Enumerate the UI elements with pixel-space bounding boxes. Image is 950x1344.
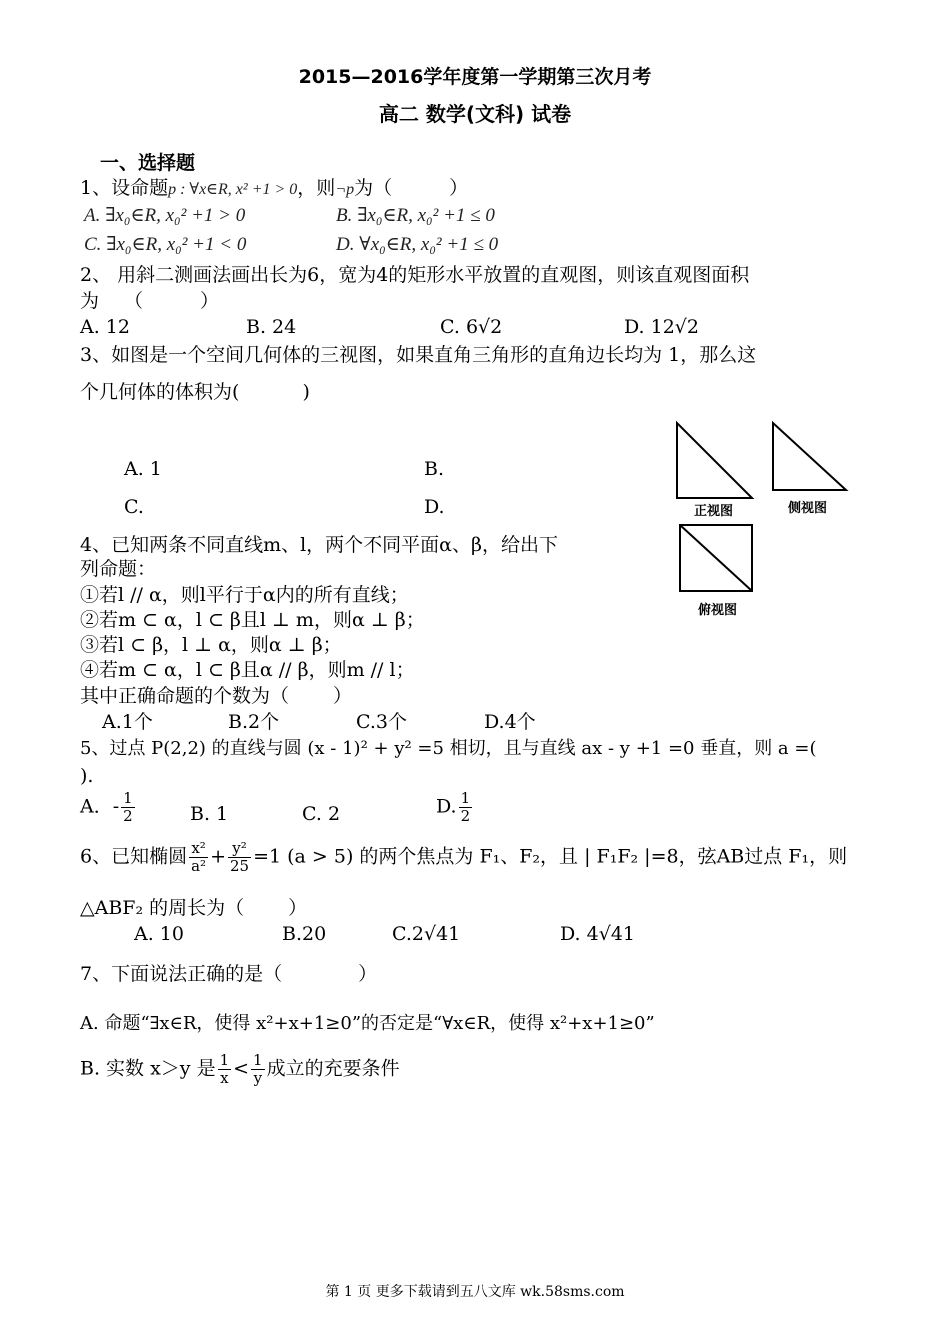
side-view-triangle <box>773 423 846 490</box>
question-5-option-c: C. 2 <box>302 803 341 825</box>
question-5-option-d-fraction <box>459 790 473 825</box>
question-4-option-a: A.1个 <box>102 711 153 733</box>
side-view-caption: 侧视图 <box>788 501 828 516</box>
fraction-numerator: 1 <box>460 789 471 807</box>
question-7-line1: 7、下面说法正确的是（ ） <box>80 963 378 985</box>
fraction-denominator: x <box>220 1069 229 1087</box>
question-7-fraction-y <box>251 1052 265 1087</box>
question-7-option-b-prefix: B. 实数 x＞y 是 <box>80 1057 216 1080</box>
fraction-denominator: y <box>253 1069 263 1087</box>
question-6-prefix: 6、已知椭圆 <box>80 845 188 868</box>
question-2-option-b: B. 24 <box>246 316 297 338</box>
question-7-option-a: A. 命题“∃x∈R，使得 x²+x+1≥0”的否定是“∀x∈R，使得 x²+x+1≥0” <box>80 1013 655 1034</box>
question-5-option-d-label: D. <box>436 795 457 818</box>
question-5-line1: 5、过点 P(2,2) 的直线与圆 (x - 1)² + y² =5 相切，且与直线 ax - y +1 =0 垂直，则 a =( <box>80 738 817 759</box>
question-4-statement-3: ③若l ⊂ β，l ⊥ α，则α ⊥ β； <box>80 634 342 656</box>
question-2-line1: 2、 用斜二测画法画出长为6，宽为4的矩形水平放置的直观图，则该直观图面积 <box>80 264 750 286</box>
question-6-option-d: D. 4√41 <box>560 923 636 945</box>
question-4-statement-1: ①若l // α，则l平行于α内的所有直线； <box>80 584 409 606</box>
question-6-fraction-x <box>189 840 208 875</box>
fraction-denominator: a² <box>191 857 207 875</box>
question-5-line2: ). <box>80 765 94 787</box>
question-6-option-c: C.2√41 <box>392 923 461 945</box>
question-5-option-b: B. 1 <box>190 803 229 825</box>
plus-sign: + <box>210 845 226 868</box>
fraction-numerator: 1 <box>253 1051 263 1069</box>
question-3-line2: 个几何体的体积为( ) <box>80 381 310 403</box>
front-view-triangle <box>677 423 752 498</box>
fraction-numerator: 1 <box>123 789 133 807</box>
question-2-line2: 为 （ ） <box>80 290 220 312</box>
question-4-option-c: C.3个 <box>356 711 407 733</box>
question-1-option-a: A. ∃x₀∈R, x₀² +1 > 0 <box>84 205 246 226</box>
question-7-fraction-x <box>218 1052 232 1087</box>
question-1-statement: p : ∀x∈R, x² +1 > 0 <box>168 181 298 198</box>
question-3-option-c: C. <box>124 496 144 518</box>
section-heading: 一、选择题 <box>100 152 196 174</box>
question-6-rest: =1 (a > 5) 的两个焦点为 F₁、F₂，且 | F₁F₂ |=8，弦AB过点 F₁，则 <box>253 845 848 868</box>
front-view-caption: 正视图 <box>694 504 734 519</box>
fraction-numerator: y² <box>228 840 251 858</box>
exam-title: 2015—2016学年度第一学期第三次月考 <box>298 66 652 88</box>
fraction-denominator: 2 <box>123 807 133 825</box>
question-3-option-a: A. 1 <box>124 458 162 480</box>
exam-subtitle: 高二 数学(文科) 试卷 <box>378 102 572 126</box>
question-6-option-a: A. 10 <box>134 923 184 945</box>
question-1-suffix: 为（ ） <box>354 177 469 199</box>
fraction-denominator: 25 <box>229 857 250 875</box>
question-1-option-c: C. ∃x₀∈R, x₀² +1 < 0 <box>84 234 247 255</box>
fraction-denominator: 2 <box>460 807 471 825</box>
question-7-option-b <box>80 1052 400 1087</box>
question-1-mid: ，则 <box>297 177 336 199</box>
question-5-option-a <box>80 790 137 825</box>
question-1-option-b: B. ∃x₀∈R, x₀² +1 ≤ 0 <box>336 205 495 226</box>
question-6-fraction-y <box>228 840 251 875</box>
question-4-option-b: B.2个 <box>228 711 280 733</box>
question-5-option-a-label: A．- <box>80 795 120 818</box>
question-1-prefix: 1、设命题 <box>80 177 169 199</box>
question-1-option-d: D. ∀x₀∈R, x₀² +1 ≤ 0 <box>336 234 499 255</box>
less-than-sign: < <box>233 1057 250 1080</box>
question-2-option-c: C. 6√2 <box>440 316 503 338</box>
question-4-line2: 列命题： <box>80 558 157 580</box>
question-1 <box>80 176 468 202</box>
fraction-numerator: 1 <box>219 1051 230 1069</box>
question-3-option-b: B. <box>424 458 445 480</box>
question-4-line1: 4、已知两条不同直线m、l，两个不同平面α、β，给出下 <box>80 534 558 556</box>
question-2-option-d: D. 12√2 <box>624 316 700 338</box>
question-2-option-a: A. 12 <box>80 316 130 338</box>
question-6-option-b: B.20 <box>282 923 327 945</box>
question-4-option-d: D.4个 <box>484 711 536 733</box>
top-view-caption: 俯视图 <box>698 603 738 618</box>
question-4-statement-2: ②若m ⊂ α，l ⊂ β且l ⊥ m，则α ⊥ β； <box>80 609 425 631</box>
question-3-line1: 3、如图是一个空间几何体的三视图，如果直角三角形的直角边长均为 1，那么这 <box>80 344 757 366</box>
question-4-ask: 其中正确命题的个数为（ ） <box>80 685 353 707</box>
question-1-negation: ¬p <box>335 181 355 198</box>
question-3-option-d: D. <box>424 496 445 518</box>
question-6-line2: △ABF₂ 的周长为（ ） <box>80 897 308 919</box>
top-view-diagonal <box>680 525 752 591</box>
question-5-option-d <box>436 790 474 825</box>
question-5-option-a-fraction <box>121 790 135 825</box>
question-7-option-b-suffix: 成立的充要条件 <box>266 1057 400 1080</box>
question-4-statement-4: ④若m ⊂ α，l ⊂ β且α // β，则m // l； <box>80 659 415 681</box>
page-footer: 第 1 页 更多下载请到五八文库 wk.58sms.com <box>325 1284 625 1300</box>
question-6-line1 <box>80 840 847 875</box>
fraction-numerator: x² <box>189 840 208 858</box>
